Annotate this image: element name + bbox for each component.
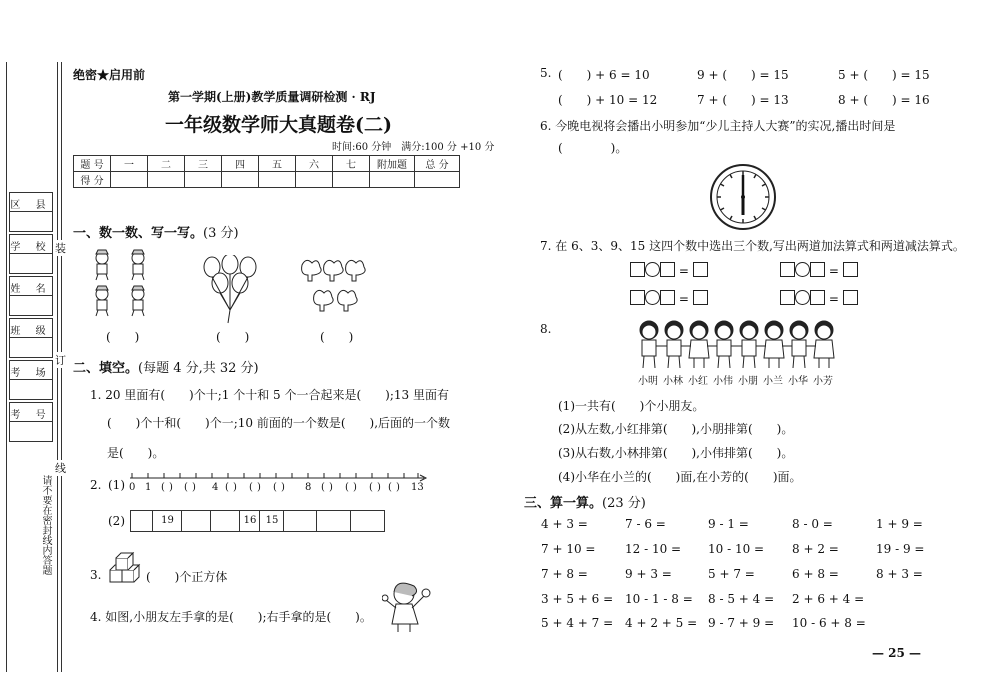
q6-line1: 6. 今晚电视将会播出小明参加“少儿主持人大赛”的实况,播出时间是 bbox=[540, 119, 896, 133]
paper-title: 一年级数学师大真题卷(二) bbox=[165, 114, 392, 136]
girl-picture bbox=[382, 578, 432, 633]
calc-item[interactable]: 3 + 5 + 6 = bbox=[541, 592, 614, 606]
number-line-blank[interactable]: ( bbox=[225, 482, 229, 493]
child-name: 小明 bbox=[638, 376, 658, 387]
number-line-blank[interactable]: ) bbox=[329, 482, 333, 493]
number-line-blank[interactable]: ) bbox=[396, 482, 400, 493]
bind-char-ding: 订 bbox=[55, 354, 66, 367]
calc-item[interactable]: 8 + 2 = bbox=[792, 542, 839, 556]
score-header-cell: 五 bbox=[259, 156, 296, 172]
field-label: 学 校 bbox=[10, 242, 52, 253]
seal-line-note: 请不要在密封线内答题 bbox=[40, 475, 51, 575]
trees-picture bbox=[298, 255, 368, 315]
time-score: 时间:60 分钟 满分:100 分 +10 分 bbox=[332, 142, 495, 153]
section3-title bbox=[524, 492, 646, 511]
score-table bbox=[73, 155, 460, 188]
q1-line1: 1. 20 里面有( )个十;1 个十和 5 个一合起来是( );13 里面有 bbox=[90, 388, 449, 402]
q5-eq[interactable]: 7 + ( ) = 13 bbox=[697, 93, 789, 107]
number-box[interactable] bbox=[316, 511, 351, 531]
number-line-blank[interactable]: ) bbox=[169, 482, 173, 493]
q3-label: 3. bbox=[90, 568, 102, 582]
number-box[interactable] bbox=[210, 511, 240, 531]
field-blank[interactable] bbox=[10, 421, 52, 442]
calc-item[interactable]: 8 - 0 = bbox=[792, 517, 833, 531]
score-header-cell: 三 bbox=[185, 156, 222, 172]
calc-item[interactable]: 19 - 9 = bbox=[876, 542, 925, 556]
child-name: 小兰 bbox=[763, 376, 783, 387]
bind-char-zhuang: 装 bbox=[55, 242, 66, 255]
score-header-cell: 七 bbox=[333, 156, 370, 172]
q8-sub: (3)从右数,小林排第( ),小伟排第( )。 bbox=[558, 446, 794, 460]
cubes-picture bbox=[106, 552, 148, 586]
q8-sub: (2)从左数,小红排第( ),小朋排第( )。 bbox=[558, 422, 794, 436]
number-line-blank[interactable]: ) bbox=[281, 482, 285, 493]
number-line-blank[interactable]: ( bbox=[388, 482, 392, 493]
q4-text: 4. 如图,小朋友左手拿的是( );右手拿的是( )。 bbox=[90, 610, 372, 624]
section1-title bbox=[73, 222, 239, 241]
number-line-blank[interactable]: ( bbox=[321, 482, 325, 493]
section2-title bbox=[73, 357, 259, 376]
calc-item[interactable]: 6 + 8 = bbox=[792, 567, 839, 581]
q2-label: 2. bbox=[90, 478, 102, 492]
number-box[interactable] bbox=[350, 511, 385, 531]
calc-item[interactable]: 2 + 6 + 4 = bbox=[792, 592, 865, 606]
number-line-blank[interactable]: ( bbox=[249, 482, 253, 493]
children-picture bbox=[636, 318, 836, 370]
kid-figure bbox=[132, 250, 144, 280]
score-row-label: 得 分 bbox=[74, 172, 111, 188]
calc-item[interactable]: 9 - 7 + 9 = bbox=[708, 616, 775, 630]
number-line-label: 4 bbox=[212, 482, 219, 493]
number-box: 16 bbox=[239, 511, 260, 531]
q8-label: 8. bbox=[540, 322, 552, 336]
q8-sub: (4)小华在小兰的( )面,在小芳的( )面。 bbox=[558, 470, 802, 484]
number-box: 15 bbox=[259, 511, 284, 531]
field-label: 考 场 bbox=[10, 368, 52, 379]
calc-item[interactable]: 7 - 6 = bbox=[625, 517, 666, 531]
confidential-mark: 绝密★启用前 bbox=[73, 68, 146, 82]
balloons-picture bbox=[198, 255, 263, 325]
number-line-blank[interactable]: ) bbox=[233, 482, 237, 493]
score-header-cell: 四 bbox=[222, 156, 259, 172]
calc-item[interactable]: 9 - 1 = bbox=[708, 517, 749, 531]
score-header-cell: 附加题 bbox=[370, 156, 415, 172]
calc-item[interactable]: 9 + 3 = bbox=[625, 567, 672, 581]
kid-figure bbox=[132, 286, 144, 316]
q5-eq[interactable]: 5 + ( ) = 15 bbox=[838, 68, 930, 82]
q7-text: 7. 在 6、3、9、15 这四个数中选出三个数,写出两道加法算式和两道减法算式。 bbox=[540, 239, 965, 253]
score-header-cell: 六 bbox=[296, 156, 333, 172]
q1-line2: ( )个十和( )个一;10 前面的一个数是( ),后面的一个数 bbox=[107, 416, 451, 430]
field-district bbox=[9, 192, 53, 232]
field-exam-number bbox=[9, 402, 53, 442]
calc-item[interactable]: 1 + 9 = bbox=[876, 517, 923, 531]
calc-item[interactable]: 5 + 4 + 7 = bbox=[541, 616, 614, 630]
section2-points: (每题 4 分,共 32 分) bbox=[138, 361, 259, 376]
number-line-blank[interactable]: ) bbox=[257, 482, 261, 493]
child-name: 小华 bbox=[788, 376, 808, 387]
number-box[interactable] bbox=[283, 511, 317, 531]
number-line-blank[interactable]: ( bbox=[184, 482, 188, 493]
score-cell[interactable] bbox=[185, 172, 222, 188]
q7-equation[interactable]: = bbox=[780, 290, 858, 306]
q5-eq[interactable]: ( ) + 6 = 10 bbox=[558, 68, 650, 82]
number-line-label: 1 bbox=[145, 482, 152, 493]
child-name: 小林 bbox=[663, 376, 683, 387]
q2-sub1: (1) bbox=[108, 478, 125, 492]
field-label: 区 县 bbox=[10, 200, 52, 211]
field-school bbox=[9, 234, 53, 274]
section1-points: (3 分) bbox=[203, 226, 239, 241]
q5-eq[interactable]: 8 + ( ) = 16 bbox=[838, 93, 930, 107]
score-cell[interactable] bbox=[259, 172, 296, 188]
q6-answer[interactable]: ( )。 bbox=[558, 141, 628, 155]
number-line-blank[interactable]: ( bbox=[369, 482, 373, 493]
calc-item[interactable]: 12 - 10 = bbox=[625, 542, 682, 556]
score-cell[interactable] bbox=[370, 172, 415, 188]
q5-label: 5. bbox=[540, 66, 552, 80]
score-cell[interactable] bbox=[222, 172, 259, 188]
q8-sub: (1)一共有( )个小朋友。 bbox=[558, 399, 705, 413]
q2-sub2: (2) bbox=[108, 514, 125, 528]
number-line-axis bbox=[128, 470, 428, 484]
score-cell[interactable] bbox=[415, 172, 460, 188]
calc-item[interactable]: 7 + 10 = bbox=[541, 542, 596, 556]
q7-equation[interactable]: = bbox=[630, 262, 708, 278]
field-blank[interactable] bbox=[10, 295, 52, 316]
number-line-label: 8 bbox=[305, 482, 312, 493]
section3-title-text: 三、算一算。 bbox=[524, 496, 603, 511]
answer-slot-trees[interactable]: ( ) bbox=[320, 330, 354, 344]
section3-points: (23 分) bbox=[602, 496, 646, 511]
calc-item[interactable]: 7 + 8 = bbox=[541, 567, 588, 581]
score-cell[interactable] bbox=[333, 172, 370, 188]
child-name: 小芳 bbox=[813, 376, 833, 387]
child-name: 小伟 bbox=[713, 376, 733, 387]
score-cell[interactable] bbox=[148, 172, 185, 188]
number-line bbox=[128, 470, 428, 496]
q1-line3: 是( )。 bbox=[107, 446, 165, 460]
number-line-blank[interactable]: ) bbox=[353, 482, 357, 493]
score-header-cell: 总 分 bbox=[415, 156, 460, 172]
field-blank[interactable] bbox=[10, 253, 52, 274]
calc-item[interactable]: 10 - 6 + 8 = bbox=[792, 616, 866, 630]
kids-picture bbox=[88, 248, 160, 320]
field-label: 考 号 bbox=[10, 410, 52, 421]
exam-title: 第一学期(上册)教学质量调研检测 · RJ bbox=[168, 90, 376, 104]
q7-equation[interactable]: = bbox=[780, 262, 858, 278]
bind-char-xian: 线 bbox=[55, 462, 66, 475]
number-line-blank[interactable]: ( bbox=[345, 482, 349, 493]
calc-item[interactable]: 4 + 2 + 5 = bbox=[625, 616, 698, 630]
child-name: 小红 bbox=[688, 376, 708, 387]
number-boxes bbox=[130, 510, 385, 532]
field-blank[interactable] bbox=[10, 211, 52, 232]
number-line-blank[interactable]: ( bbox=[273, 482, 277, 493]
field-class bbox=[9, 318, 53, 358]
calc-item[interactable]: 8 - 5 + 4 = bbox=[708, 592, 775, 606]
calc-item[interactable]: 4 + 3 = bbox=[541, 517, 588, 531]
calc-item[interactable]: 8 + 3 = bbox=[876, 567, 923, 581]
kid-figure bbox=[96, 286, 108, 316]
calc-item[interactable]: 10 - 1 - 8 = bbox=[625, 592, 693, 606]
field-blank[interactable] bbox=[10, 379, 52, 400]
score-header-cell: 二 bbox=[148, 156, 185, 172]
calc-item[interactable]: 5 + 7 = bbox=[708, 567, 755, 581]
number-box: 19 bbox=[152, 511, 182, 531]
number-line-label: 13 bbox=[411, 482, 424, 493]
number-box[interactable] bbox=[181, 511, 211, 531]
kid-figure bbox=[96, 250, 108, 280]
calc-item[interactable]: 10 - 10 = bbox=[708, 542, 765, 556]
score-cell[interactable] bbox=[111, 172, 148, 188]
page-number: — 25 — bbox=[872, 646, 922, 660]
score-header-cell: 题 号 bbox=[74, 156, 111, 172]
q5-eq[interactable]: ( ) + 10 = 12 bbox=[558, 93, 658, 107]
score-header-cell: 一 bbox=[111, 156, 148, 172]
number-line-blank[interactable]: ) bbox=[377, 482, 381, 493]
answer-slot-balloons[interactable]: ( ) bbox=[216, 330, 250, 344]
field-label: 班 级 bbox=[10, 326, 52, 337]
field-blank[interactable] bbox=[10, 337, 52, 358]
section2-title-text: 二、填空。 bbox=[73, 361, 139, 376]
clock-picture bbox=[709, 163, 777, 231]
q3-answer[interactable]: ( )个正方体 bbox=[146, 570, 228, 584]
number-line-blank[interactable]: ) bbox=[192, 482, 196, 493]
score-cell[interactable] bbox=[296, 172, 333, 188]
margin-line-1 bbox=[6, 62, 7, 672]
number-box[interactable] bbox=[130, 511, 153, 531]
number-line-blank[interactable]: ( bbox=[161, 482, 165, 493]
field-label: 姓 名 bbox=[10, 284, 52, 295]
child-name: 小朋 bbox=[738, 376, 758, 387]
field-exam-room bbox=[9, 360, 53, 400]
number-line-label: 0 bbox=[129, 482, 136, 493]
answer-slot-kids[interactable]: ( ) bbox=[106, 330, 140, 344]
q5-eq[interactable]: 9 + ( ) = 15 bbox=[697, 68, 789, 82]
field-name bbox=[9, 276, 53, 316]
section1-title-text: 一、数一数、写一写。 bbox=[73, 226, 204, 241]
q7-equation[interactable]: = bbox=[630, 290, 708, 306]
